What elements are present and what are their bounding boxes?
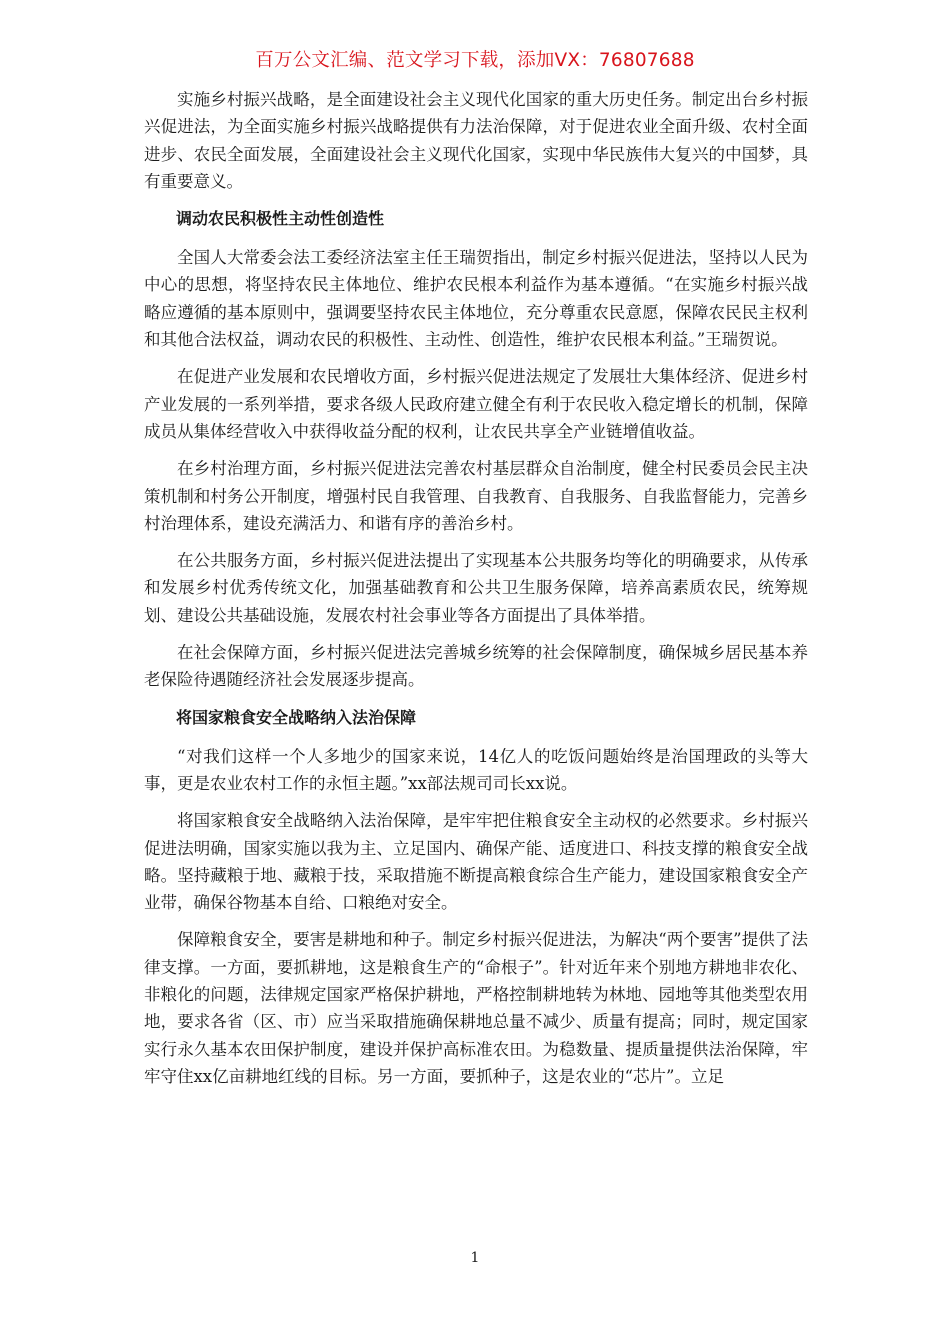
paragraph: 保障粮食安全，要害是耕地和种子。制定乡村振兴促进法，为解决“两个要害”提供了法律支撑。一方面，要抓耕地，这是粮食生产的“命根子”。针对近年来个别地方耕地非农化、非粮化的问题，法律规定国家严格保护耕地，严格控制耕地转为林地、园地等其他类型农用地，要求各省（区、市）应当采取措施确保耕地总量不减少、质量有提高；同时，规定国家实行永久基本农田保护制度，建设并保护高标准农田。为稳数量、提质量提供法治保障，牢牢守住xx亿亩耕地红线的目标。另一方面，要抓种子，这是农业的“芯片”。立足	[144, 930, 808, 1086]
paragraph: 在乡村治理方面，乡村振兴促进法完善农村基层群众自治制度，健全村民委员会民主决策机制和村务公开制度，增强村民自我管理、自我教育、自我服务、自我监督能力，完善乡村治理体系，建设充满活力、和谐有序的善治乡村。	[144, 459, 808, 533]
header-banner: 百万公文汇编、范文学习下载，添加VX：76807688	[255, 50, 695, 71]
paragraph: 全国人大常委会法工委经济法室主任王瑞贺指出，制定乡村振兴促进法，坚持以人民为中心的思想，将坚持农民主体地位、维护农民根本利益作为基本遵循。“在实施乡村振兴战略应遵循的基本原则中，强调要坚持农民主体地位，充分尊重农民意愿，保障农民民主权利和其他合法权益，调动农民的积极性、主动性、创造性，维护农民根本利益。”王瑞贺说。	[144, 248, 808, 350]
paragraph: 实施乡村振兴战略，是全面建设社会主义现代化国家的重大历史任务。制定出台乡村振兴促进法，为全面实施乡村振兴战略提供有力法治保障，对于促进农业全面升级、农村全面进步、农民全面发展，全面建设社会主义现代化国家，实现中华民族伟大复兴的中国梦，具有重要意义。	[144, 90, 808, 191]
paragraph: 在社会保障方面，乡村振兴促进法完善城乡统筹的社会保障制度，确保城乡居民基本养老保险待遇随经济社会发展逐步提高。	[144, 643, 808, 690]
paragraph: “对我们这样一个人多地少的国家来说，14亿人的吃饭问题始终是治国理政的头等大事，更是农业农村工作的永恒主题。”xx部法规司司长xx说。	[144, 746, 808, 793]
paragraph: 在公共服务方面，乡村振兴促进法提出了实现基本公共服务均等化的明确要求，从传承和发展乡村优秀传统文化，加强基础教育和公共卫生服务保障，培养高素质农民，统筹规划、建设公共基础设施，发展农村社会事业等各方面提出了具体举措。	[144, 551, 808, 625]
document-body	[144, 86, 808, 1100]
section-heading: 调动农民积极性主动性创造性	[176, 209, 385, 229]
paragraph: 在促进产业发展和农民增收方面，乡村振兴促进法规定了发展壮大集体经济、促进乡村产业发展的一系列举措，要求各级人民政府建立健全有利于农民收入稳定增长的机制，保障成员从集体经营收入中获得收益分配的权利，让农民共享全产业链增值收益。	[144, 367, 808, 441]
page-number: 1	[470, 1250, 480, 1266]
paragraph: 将国家粮食安全战略纳入法治保障，是牢牢把住粮食安全主动权的必然要求。乡村振兴促进法明确，国家实施以我为主、立足国内、确保产能、适度进口、科技支撑的粮食安全战略。坚持藏粮于地、藏粮于技，采取措施不断提高粮食综合生产能力，建设国家粮食安全产业带，确保谷物基本自给、口粮绝对安全。	[144, 811, 808, 913]
section-heading: 将国家粮食安全战略纳入法治保障	[176, 707, 417, 727]
